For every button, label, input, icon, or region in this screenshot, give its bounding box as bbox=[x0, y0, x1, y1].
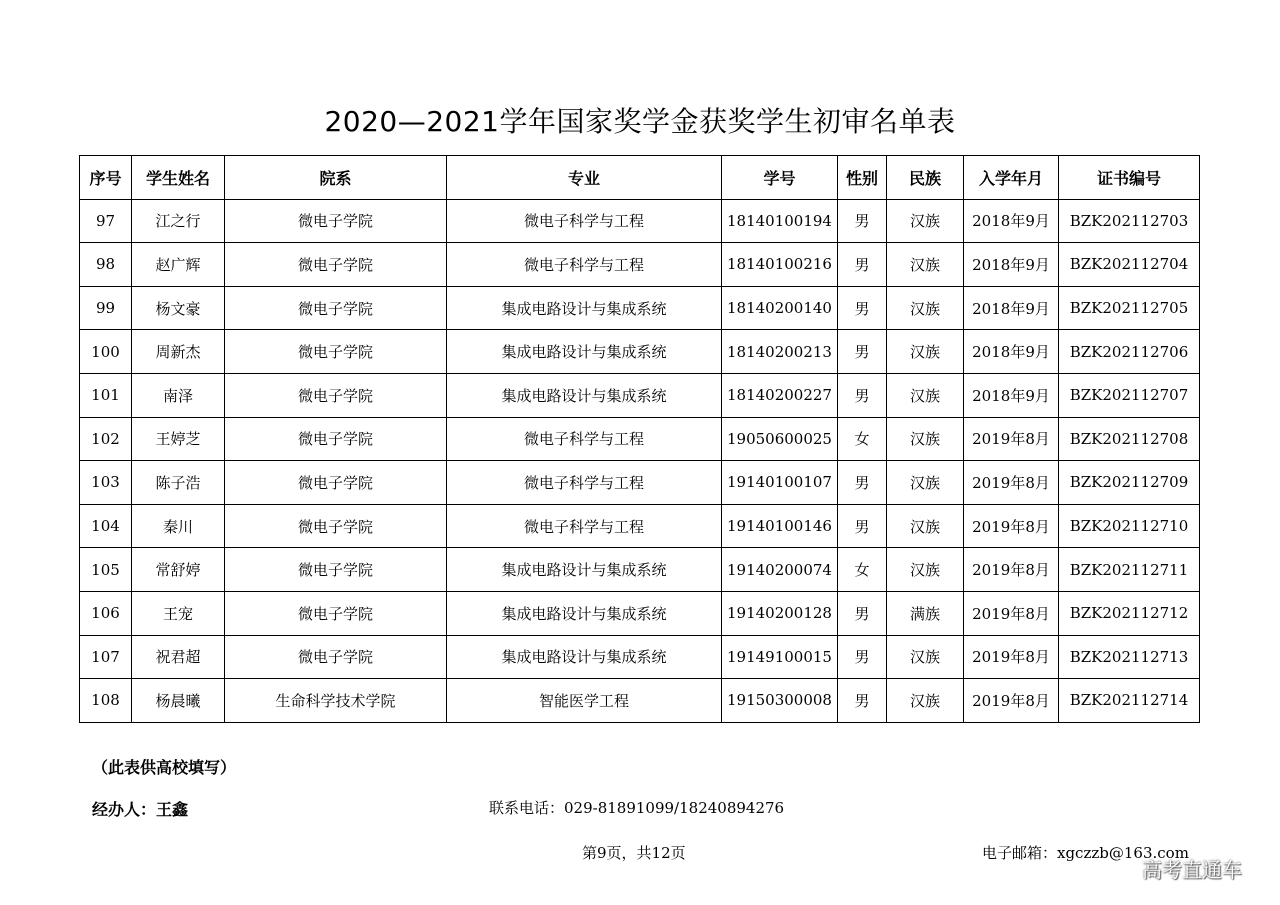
department-cell: 微电子学院 bbox=[225, 373, 447, 417]
header-cell: 入学年月 bbox=[964, 156, 1059, 200]
enrollment-cell: 2019年8月 bbox=[964, 635, 1059, 679]
ethnicity-cell: 汉族 bbox=[887, 330, 964, 374]
ethnicity-cell: 汉族 bbox=[887, 373, 964, 417]
certificate-cell: BZK202112712 bbox=[1059, 591, 1200, 635]
header-cell: 民族 bbox=[887, 156, 964, 200]
department-cell: 微电子学院 bbox=[225, 243, 447, 287]
department-cell: 微电子学院 bbox=[225, 286, 447, 330]
enrollment-cell: 2019年8月 bbox=[964, 548, 1059, 592]
table-body bbox=[80, 199, 1200, 722]
serial-cell: 107 bbox=[80, 635, 132, 679]
major-cell: 集成电路设计与集成系统 bbox=[447, 635, 722, 679]
table-row bbox=[80, 679, 1200, 723]
student-roster-table bbox=[79, 155, 1200, 723]
gender-cell: 女 bbox=[838, 548, 887, 592]
major-cell: 微电子科学与工程 bbox=[447, 243, 722, 287]
enrollment-cell: 2019年8月 bbox=[964, 679, 1059, 723]
certificate-cell: BZK202112710 bbox=[1059, 504, 1200, 548]
department-cell: 微电子学院 bbox=[225, 635, 447, 679]
enrollment-cell: 2018年9月 bbox=[964, 199, 1059, 243]
name-cell: 杨文豪 bbox=[132, 286, 225, 330]
name-cell: 常舒婷 bbox=[132, 548, 225, 592]
gender-cell: 男 bbox=[838, 373, 887, 417]
name-cell: 祝君超 bbox=[132, 635, 225, 679]
ethnicity-cell: 汉族 bbox=[887, 504, 964, 548]
name-cell: 周新杰 bbox=[132, 330, 225, 374]
serial-cell: 102 bbox=[80, 417, 132, 461]
serial-cell: 100 bbox=[80, 330, 132, 374]
student-id-cell: 19140200128 bbox=[722, 591, 838, 635]
header-cell: 专业 bbox=[447, 156, 722, 200]
department-cell: 微电子学院 bbox=[225, 330, 447, 374]
header-cell: 院系 bbox=[225, 156, 447, 200]
certificate-cell: BZK202112714 bbox=[1059, 679, 1200, 723]
student-id-cell: 18140200213 bbox=[722, 330, 838, 374]
gender-cell: 女 bbox=[838, 417, 887, 461]
enrollment-cell: 2019年8月 bbox=[964, 461, 1059, 505]
major-cell: 微电子科学与工程 bbox=[447, 461, 722, 505]
table-row bbox=[80, 330, 1200, 374]
major-cell: 集成电路设计与集成系统 bbox=[447, 548, 722, 592]
table-header-row bbox=[80, 156, 1200, 200]
enrollment-cell: 2019年8月 bbox=[964, 417, 1059, 461]
name-cell: 陈子浩 bbox=[132, 461, 225, 505]
serial-cell: 105 bbox=[80, 548, 132, 592]
name-cell: 赵广辉 bbox=[132, 243, 225, 287]
table-row bbox=[80, 591, 1200, 635]
major-cell: 微电子科学与工程 bbox=[447, 504, 722, 548]
student-id-cell: 18140100194 bbox=[722, 199, 838, 243]
gender-cell: 男 bbox=[838, 461, 887, 505]
certificate-cell: BZK202112704 bbox=[1059, 243, 1200, 287]
ethnicity-cell: 汉族 bbox=[887, 635, 964, 679]
certificate-cell: BZK202112709 bbox=[1059, 461, 1200, 505]
gender-cell: 男 bbox=[838, 199, 887, 243]
contact-email: 电子邮箱：xgczzb@163.com bbox=[982, 844, 1189, 862]
gender-cell: 男 bbox=[838, 679, 887, 723]
student-id-cell: 19050600025 bbox=[722, 417, 838, 461]
handler-name: 经办人：王鑫 bbox=[92, 800, 189, 819]
name-cell: 王婷芝 bbox=[132, 417, 225, 461]
enrollment-cell: 2018年9月 bbox=[964, 286, 1059, 330]
major-cell: 集成电路设计与集成系统 bbox=[447, 286, 722, 330]
name-cell: 杨晨曦 bbox=[132, 679, 225, 723]
department-cell: 微电子学院 bbox=[225, 417, 447, 461]
department-cell: 微电子学院 bbox=[225, 504, 447, 548]
certificate-cell: BZK202112703 bbox=[1059, 199, 1200, 243]
serial-cell: 106 bbox=[80, 591, 132, 635]
certificate-cell: BZK202112707 bbox=[1059, 373, 1200, 417]
table-row bbox=[80, 373, 1200, 417]
ethnicity-cell: 汉族 bbox=[887, 548, 964, 592]
table-row bbox=[80, 635, 1200, 679]
major-cell: 集成电路设计与集成系统 bbox=[447, 330, 722, 374]
watermark: 高考直通车 bbox=[1142, 858, 1242, 882]
header-cell: 学生姓名 bbox=[132, 156, 225, 200]
student-id-cell: 19150300008 bbox=[722, 679, 838, 723]
student-id-cell: 19149100015 bbox=[722, 635, 838, 679]
header-cell: 性别 bbox=[838, 156, 887, 200]
name-cell: 王宠 bbox=[132, 591, 225, 635]
ethnicity-cell: 汉族 bbox=[887, 199, 964, 243]
table-row bbox=[80, 243, 1200, 287]
certificate-cell: BZK202112706 bbox=[1059, 330, 1200, 374]
department-cell: 微电子学院 bbox=[225, 548, 447, 592]
certificate-cell: BZK202112708 bbox=[1059, 417, 1200, 461]
major-cell: 智能医学工程 bbox=[447, 679, 722, 723]
student-id-cell: 19140100146 bbox=[722, 504, 838, 548]
header-cell: 学号 bbox=[722, 156, 838, 200]
certificate-cell: BZK202112711 bbox=[1059, 548, 1200, 592]
student-id-cell: 18140200227 bbox=[722, 373, 838, 417]
name-cell: 秦川 bbox=[132, 504, 225, 548]
serial-cell: 108 bbox=[80, 679, 132, 723]
name-cell: 江之行 bbox=[132, 199, 225, 243]
table-row bbox=[80, 461, 1200, 505]
form-note: （此表供高校填写） bbox=[92, 758, 237, 777]
table-row bbox=[80, 417, 1200, 461]
ethnicity-cell: 汉族 bbox=[887, 243, 964, 287]
table-row bbox=[80, 548, 1200, 592]
name-cell: 南泽 bbox=[132, 373, 225, 417]
enrollment-cell: 2019年8月 bbox=[964, 591, 1059, 635]
serial-cell: 99 bbox=[80, 286, 132, 330]
gender-cell: 男 bbox=[838, 330, 887, 374]
table-row bbox=[80, 286, 1200, 330]
ethnicity-cell: 汉族 bbox=[887, 286, 964, 330]
serial-cell: 101 bbox=[80, 373, 132, 417]
document-title: 2020—2021学年国家奖学金获奖学生初审名单表 bbox=[324, 105, 956, 138]
ethnicity-cell: 汉族 bbox=[887, 461, 964, 505]
enrollment-cell: 2018年9月 bbox=[964, 373, 1059, 417]
gender-cell: 男 bbox=[838, 635, 887, 679]
page-indicator: 第9页，共12页 bbox=[582, 844, 686, 862]
student-id-cell: 19140200074 bbox=[722, 548, 838, 592]
gender-cell: 男 bbox=[838, 243, 887, 287]
major-cell: 集成电路设计与集成系统 bbox=[447, 373, 722, 417]
gender-cell: 男 bbox=[838, 286, 887, 330]
student-id-cell: 18140200140 bbox=[722, 286, 838, 330]
department-cell: 微电子学院 bbox=[225, 461, 447, 505]
major-cell: 微电子科学与工程 bbox=[447, 199, 722, 243]
ethnicity-cell: 汉族 bbox=[887, 679, 964, 723]
enrollment-cell: 2018年9月 bbox=[964, 243, 1059, 287]
ethnicity-cell: 汉族 bbox=[887, 417, 964, 461]
certificate-cell: BZK202112705 bbox=[1059, 286, 1200, 330]
contact-phone: 联系电话：029-81891099/18240894276 bbox=[489, 799, 785, 817]
table-row bbox=[80, 504, 1200, 548]
gender-cell: 男 bbox=[838, 504, 887, 548]
major-cell: 集成电路设计与集成系统 bbox=[447, 591, 722, 635]
certificate-cell: BZK202112713 bbox=[1059, 635, 1200, 679]
student-id-cell: 18140100216 bbox=[722, 243, 838, 287]
department-cell: 微电子学院 bbox=[225, 591, 447, 635]
enrollment-cell: 2019年8月 bbox=[964, 504, 1059, 548]
serial-cell: 103 bbox=[80, 461, 132, 505]
serial-cell: 98 bbox=[80, 243, 132, 287]
department-cell: 生命科学技术学院 bbox=[225, 679, 447, 723]
department-cell: 微电子学院 bbox=[225, 199, 447, 243]
student-id-cell: 19140100107 bbox=[722, 461, 838, 505]
enrollment-cell: 2018年9月 bbox=[964, 330, 1059, 374]
ethnicity-cell: 满族 bbox=[887, 591, 964, 635]
header-cell: 序号 bbox=[80, 156, 132, 200]
serial-cell: 97 bbox=[80, 199, 132, 243]
serial-cell: 104 bbox=[80, 504, 132, 548]
table-row bbox=[80, 199, 1200, 243]
header-cell: 证书编号 bbox=[1059, 156, 1200, 200]
gender-cell: 男 bbox=[838, 591, 887, 635]
major-cell: 微电子科学与工程 bbox=[447, 417, 722, 461]
